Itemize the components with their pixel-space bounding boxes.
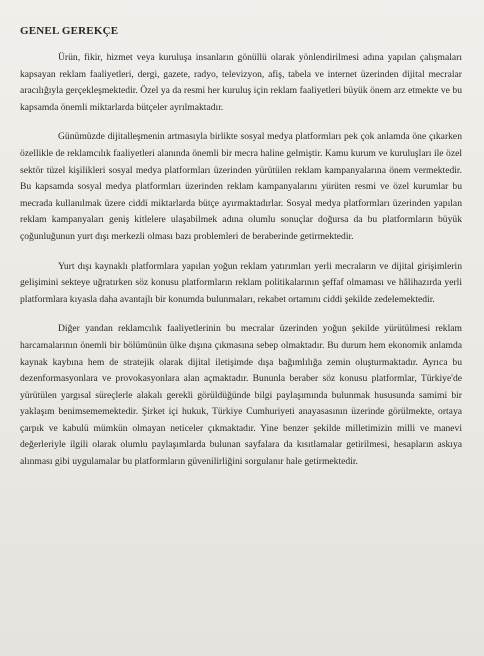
paragraph-1: Ürün, fikir, hizmet veya kuruluşa insanların gönüllü olarak yönlendirilmesi adına yapılan çalışmaları kapsayan reklam faaliyetleri, dergi, gazete, radyo, televizyon, afiş, tabela ve internet üzerinden dijital mecralar aracılığıyla gerçekleşmektedir. Özel ya da resmi her kuruluş için reklam faaliyetleri büyük önem arz etmekte ve bu kapsamda önemli miktarlarda bütçeler ayrılmaktadır. — [20, 52, 462, 113]
paragraph-2: Günümüzde dijitalleşmenin artmasıyla birlikte sosyal medya platformları pek çok anlamda öne çıkarken özellikle de reklamcılık faaliyetleri alanında önemli bir mecra haline gelmiştir. Kamu kurum ve kuruluşları ile özel sektör tüzel kişilikleri sosyal medya platformları üzerinden yürütülen reklam kampanyalarına önem vermektedir. Bu kapsamda sosyal medya platformları üzerinden reklam kampanyalarını yürüten resmi ve özel kurumlar bu mecrada kullanılmak üzere ciddi miktarlarda bütçe ayırmaktadırlar. Sosyal medya platformları üzerinden yapılan reklam kampanyaları geniş kitlelere ulaşabilmek adına olumlu sonuçlar doğursa da bu platformların büyük çoğunluğunun yurt dışı merkezli olması bazı problemleri de beraberinde getirmektedir. — [20, 131, 462, 242]
section-heading: GENEL GEREKÇE — [20, 25, 119, 37]
paragraph-4: Diğer yandan reklamcılık faaliyetlerinin bu mecralar üzerinden yoğun şekilde yürütülmesi reklam harcamalarının önemli bir bölümünün ülke dışına çıkmasına sebep olmaktadır. Bu durum hem ekonomik anlamda kaynak kaybına hem de stratejik olarak dijital iletişimde dışa bağımlılığa zemin oluşturmaktadır. Ayrıca bu dezenformasyonlara ve provokasyonlara alan açmaktadır. Bununla beraber söz konusu platformlar, Türkiye'de yürütülen yargısal süreçlerle alakalı gerekli görüldüğünde bilgi paylaşımında bulunmak hususunda samimi bir yaklaşım benimsememektedir. Şirket içi hukuk, Türkiye Cumhuriyeti anayasasının üzerinde görülmekte, ortaya çarpık ve kabulü mümkün olmayan neticeler çıkmaktadır. Yine benzer şekilde milletimizin milli ve manevi değerleriyle ilgili olarak olumlu paylaşımlarda bulunan sayfalara da kısıtlamalar getirilmesi, hesapların askıya alınması gibi uygulamalar bu platformların güvenilirliğini sorgulanır hale getirmektedir. — [20, 323, 462, 468]
paragraph-3: Yurt dışı kaynaklı platformlara yapılan yoğun reklam yatırımları yerli mecraların ve dijital girişimlerin gelişimini sekteye uğratırken söz konusu platformların reklam politikalarının şeffaf olmaması ve hâlihazırda yerli platformlara kıyasla daha avantajlı bir konumda bulunmaları, rekabet ortamını ciddi şekilde zedelemektedir. — [20, 260, 462, 305]
